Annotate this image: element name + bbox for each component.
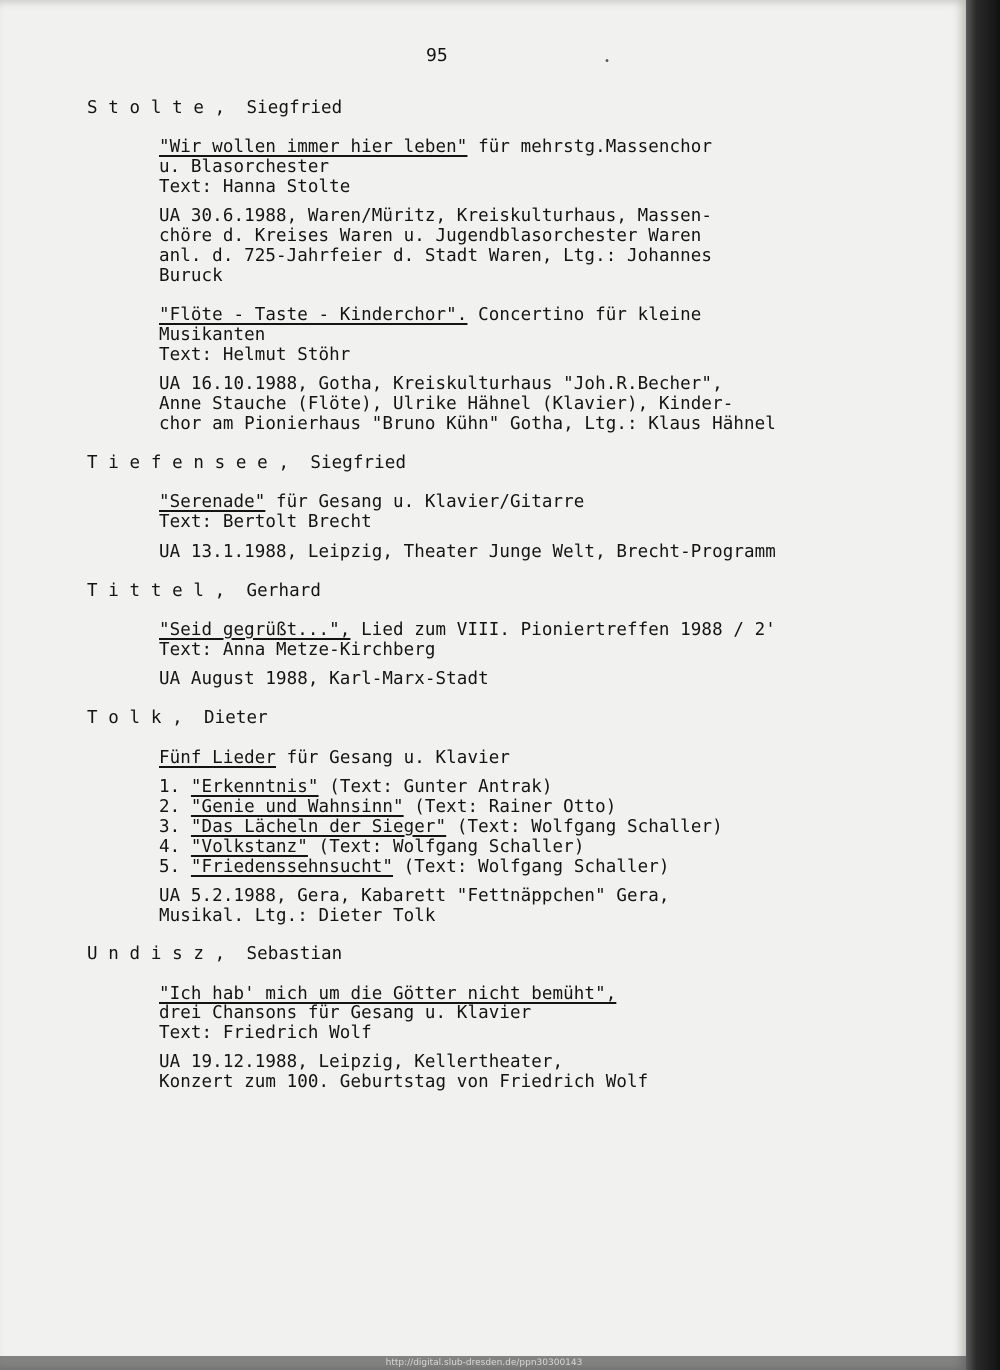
work-title-line — [159, 305, 701, 325]
composer-name: U n d i s z , Sebastian — [87, 944, 343, 964]
composer-name: T i e f e n s e e , Siegfried — [87, 453, 407, 473]
song-number: 2. — [159, 797, 191, 817]
work-title: "Wir wollen immer hier leben" — [159, 137, 468, 157]
work-description: für Gesang u. Klavier — [276, 748, 510, 768]
song-title: "Das Lächeln der Sieger" — [190, 817, 447, 837]
work-title: Fünf Lieder — [159, 748, 276, 768]
premiere-line: UA 16.10.1988, Gotha, Kreiskulturhaus "Joh.R.Becher", — [159, 374, 723, 394]
song-item — [159, 857, 670, 877]
page-number: 95 — [426, 45, 448, 66]
song-title: "Volkstanz" — [190, 837, 308, 857]
composer-name: S t o l t e , Siegfried — [87, 98, 343, 118]
premiere-line: chor am Pionierhaus "Bruno Kühn" Gotha, Ltg.: Klaus Hähnel — [159, 414, 776, 434]
work-title: "Seid gegrüßt...", — [159, 620, 351, 640]
song-item — [159, 817, 723, 837]
song-number: 1. — [159, 777, 191, 797]
song-text-author: (Text: Wolfgang Schaller) — [446, 817, 723, 837]
premiere-line: UA August 1988, Karl-Marx-Stadt — [159, 669, 489, 689]
work-description: für mehrstg.Massenchor — [467, 137, 713, 157]
text-author: Text: Bertolt Brecht — [159, 512, 372, 532]
work-title-line — [159, 748, 510, 768]
work-title-line — [159, 492, 584, 512]
song-title: "Genie und Wahnsinn" — [190, 797, 404, 817]
premiere-line: Anne Stauche (Flöte), Ulrike Hähnel (Klavier), Kinder- — [159, 394, 734, 414]
premiere-line: UA 5.2.1988, Gera, Kabarett "Fettnäppchen" Gera, — [159, 886, 670, 906]
premiere-line: anl. d. 725-Jahrfeier d. Stadt Waren, Ltg.: Johannes — [159, 246, 713, 266]
text-author: Text: Friedrich Wolf — [159, 1023, 372, 1043]
text-author: Text: Helmut Stöhr — [159, 345, 351, 365]
work-title: "Ich hab' mich um die Götter nicht bemüht", — [159, 984, 617, 1004]
song-number: 5. — [159, 857, 191, 877]
composer-name: T o l k , Dieter — [87, 708, 268, 728]
source-url-footer: http://digital.slub-dresden.de/ppn30300143 — [0, 1356, 968, 1370]
premiere-line: chöre d. Kreises Waren u. Jugendblasorchester Waren — [159, 226, 702, 246]
work-description: für Gesang u. Klavier/Gitarre — [265, 492, 585, 512]
song-text-author: (Text: Wolfgang Schaller) — [393, 857, 670, 877]
work-title-line — [159, 620, 776, 640]
song-text-author: (Text: Wolfgang Schaller) — [307, 837, 585, 857]
page-mark: • — [604, 56, 611, 67]
song-title: "Erkenntnis" — [190, 777, 319, 797]
premiere-line: Musikal. Ltg.: Dieter Tolk — [159, 906, 436, 926]
work-description: Concertino für kleine — [467, 305, 702, 325]
song-item — [159, 777, 553, 797]
page-edge-shadow — [966, 0, 1000, 1370]
work-description-cont: Musikanten — [159, 325, 266, 345]
premiere-line: Buruck — [159, 266, 223, 286]
premiere-line: UA 19.12.1988, Leipzig, Kellertheater, — [159, 1052, 564, 1072]
song-text-author: (Text: Gunter Antrak) — [318, 777, 553, 797]
work-title-line — [159, 137, 712, 157]
work-title: "Serenade" — [159, 492, 266, 512]
work-title-line — [159, 984, 616, 1004]
premiere-line: UA 13.1.1988, Leipzig, Theater Junge Welt, Brecht-Programm — [159, 542, 776, 562]
text-author: Text: Anna Metze-Kirchberg — [159, 640, 436, 660]
premiere-line: UA 30.6.1988, Waren/Müritz, Kreiskulturhaus, Massen- — [159, 206, 713, 226]
song-number: 4. — [159, 837, 191, 857]
song-item — [159, 837, 584, 857]
work-description-cont: u. Blasorchester — [159, 157, 330, 177]
premiere-line: Konzert zum 100. Geburtstag von Friedrich Wolf — [159, 1072, 649, 1092]
work-description: drei Chansons für Gesang u. Klavier — [159, 1003, 532, 1023]
text-author: Text: Hanna Stolte — [159, 177, 351, 197]
song-item — [159, 797, 616, 817]
song-text-author: (Text: Rainer Otto) — [403, 797, 617, 817]
work-description: Lied zum VIII. Pioniertreffen 1988 / 2' — [350, 620, 776, 640]
song-number: 3. — [159, 817, 191, 837]
work-title: "Flöte - Taste - Kinderchor". — [159, 305, 468, 325]
song-title: "Friedenssehnsucht" — [190, 857, 394, 877]
composer-name: T i t t e l , Gerhard — [87, 581, 321, 601]
